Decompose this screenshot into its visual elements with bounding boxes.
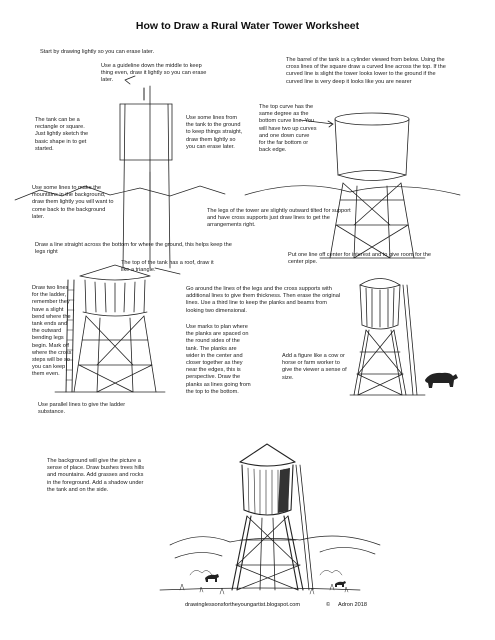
guideline-sketch — [15, 76, 225, 268]
step-tank-shape: The tank can be a rectangle or square. Just lightly sketch the basic shape in to get started. — [35, 117, 89, 152]
step-thickness: Go around the lines of the legs and the cross supports with additional lines to give them thickness. Then erase the original lines. Use a third line to keep the planks and beams from looking two dimensional. — [186, 286, 341, 314]
step-guideline: Use a guideline down the middle to keep thing even, draw it lightly so you can erase later. — [101, 63, 207, 84]
step-start-lightly: Start by drawing lightly so you can erase later. — [40, 49, 155, 55]
step-center-line: Put one line off center for interest and to give room for the center pipe. — [288, 252, 431, 266]
plank-tower-drawing — [350, 279, 425, 396]
step-ladder-substance: Use parallel lines to give the ladder substance. — [38, 402, 126, 416]
cow-figure — [425, 373, 458, 388]
step-roof: The top of the tank has a roof, draw it like a triangle. — [121, 260, 214, 274]
step-ground-line: Draw a line straight across the bottom for where the ground, this helps keep the legs right — [35, 242, 232, 256]
step-ladder: Draw two lines for the ladder, remember they have a slight bend where the tank ends and the outward bending legs begin. Mark off where the cross steps will be so you can keep them even. — [32, 285, 72, 378]
finished-tower-drawing — [160, 444, 380, 594]
step-mountains: Use some lines to make the mountains in the background, draw them lightly you will want to come back to the background later. — [32, 185, 114, 220]
worksheet-title: How to Draw a Rural Water Tower Worksheet — [135, 20, 360, 32]
footer-website[interactable]: drawinglessonsfortheyoungartist.blogspot.com — [185, 602, 301, 608]
step-barrel-cylinder: The barrel of the tank is a cylinder viewed from below. Using the cross lines of the square draw a curved line across the top. If the curved line is slight the tower looks lower to the ground if the curved line is very deep it looks like you are nearer — [286, 57, 446, 85]
step-planks: Use marks to plan where the planks are spaced on the round sides of the tank. The planks are wider in the center and closer together as they near the edges, this is perspective. Draw the planks as lines going from the top to the bottom. — [186, 324, 251, 395]
footer-credit: Adron 2018 — [338, 602, 367, 608]
step-top-curve: The top curve has the same degree as the bottom curve line. You will have two up curves and one down curve for the far bottom or back edge. — [259, 104, 317, 154]
step-legs-tilt: The legs of the tower are slightly outward tilted for support and have cross supports just draw lines to get the arrangements right. — [207, 208, 351, 229]
step-figure: Add a figure like a cow or horse or farm worker to give the viewer a sense of size. — [282, 353, 347, 381]
step-background: The background will give the picture a sense of place. Draw bushes trees hills and mountains. Add grasses and rocks in the foreground. Add a shadow under the tank and on the side. — [47, 458, 145, 493]
copyright-icon: © — [326, 602, 331, 608]
step-guide-lines: Use some lines from the tank to the ground to keep things straight, draw them lightly so you can erase later. — [186, 115, 243, 150]
